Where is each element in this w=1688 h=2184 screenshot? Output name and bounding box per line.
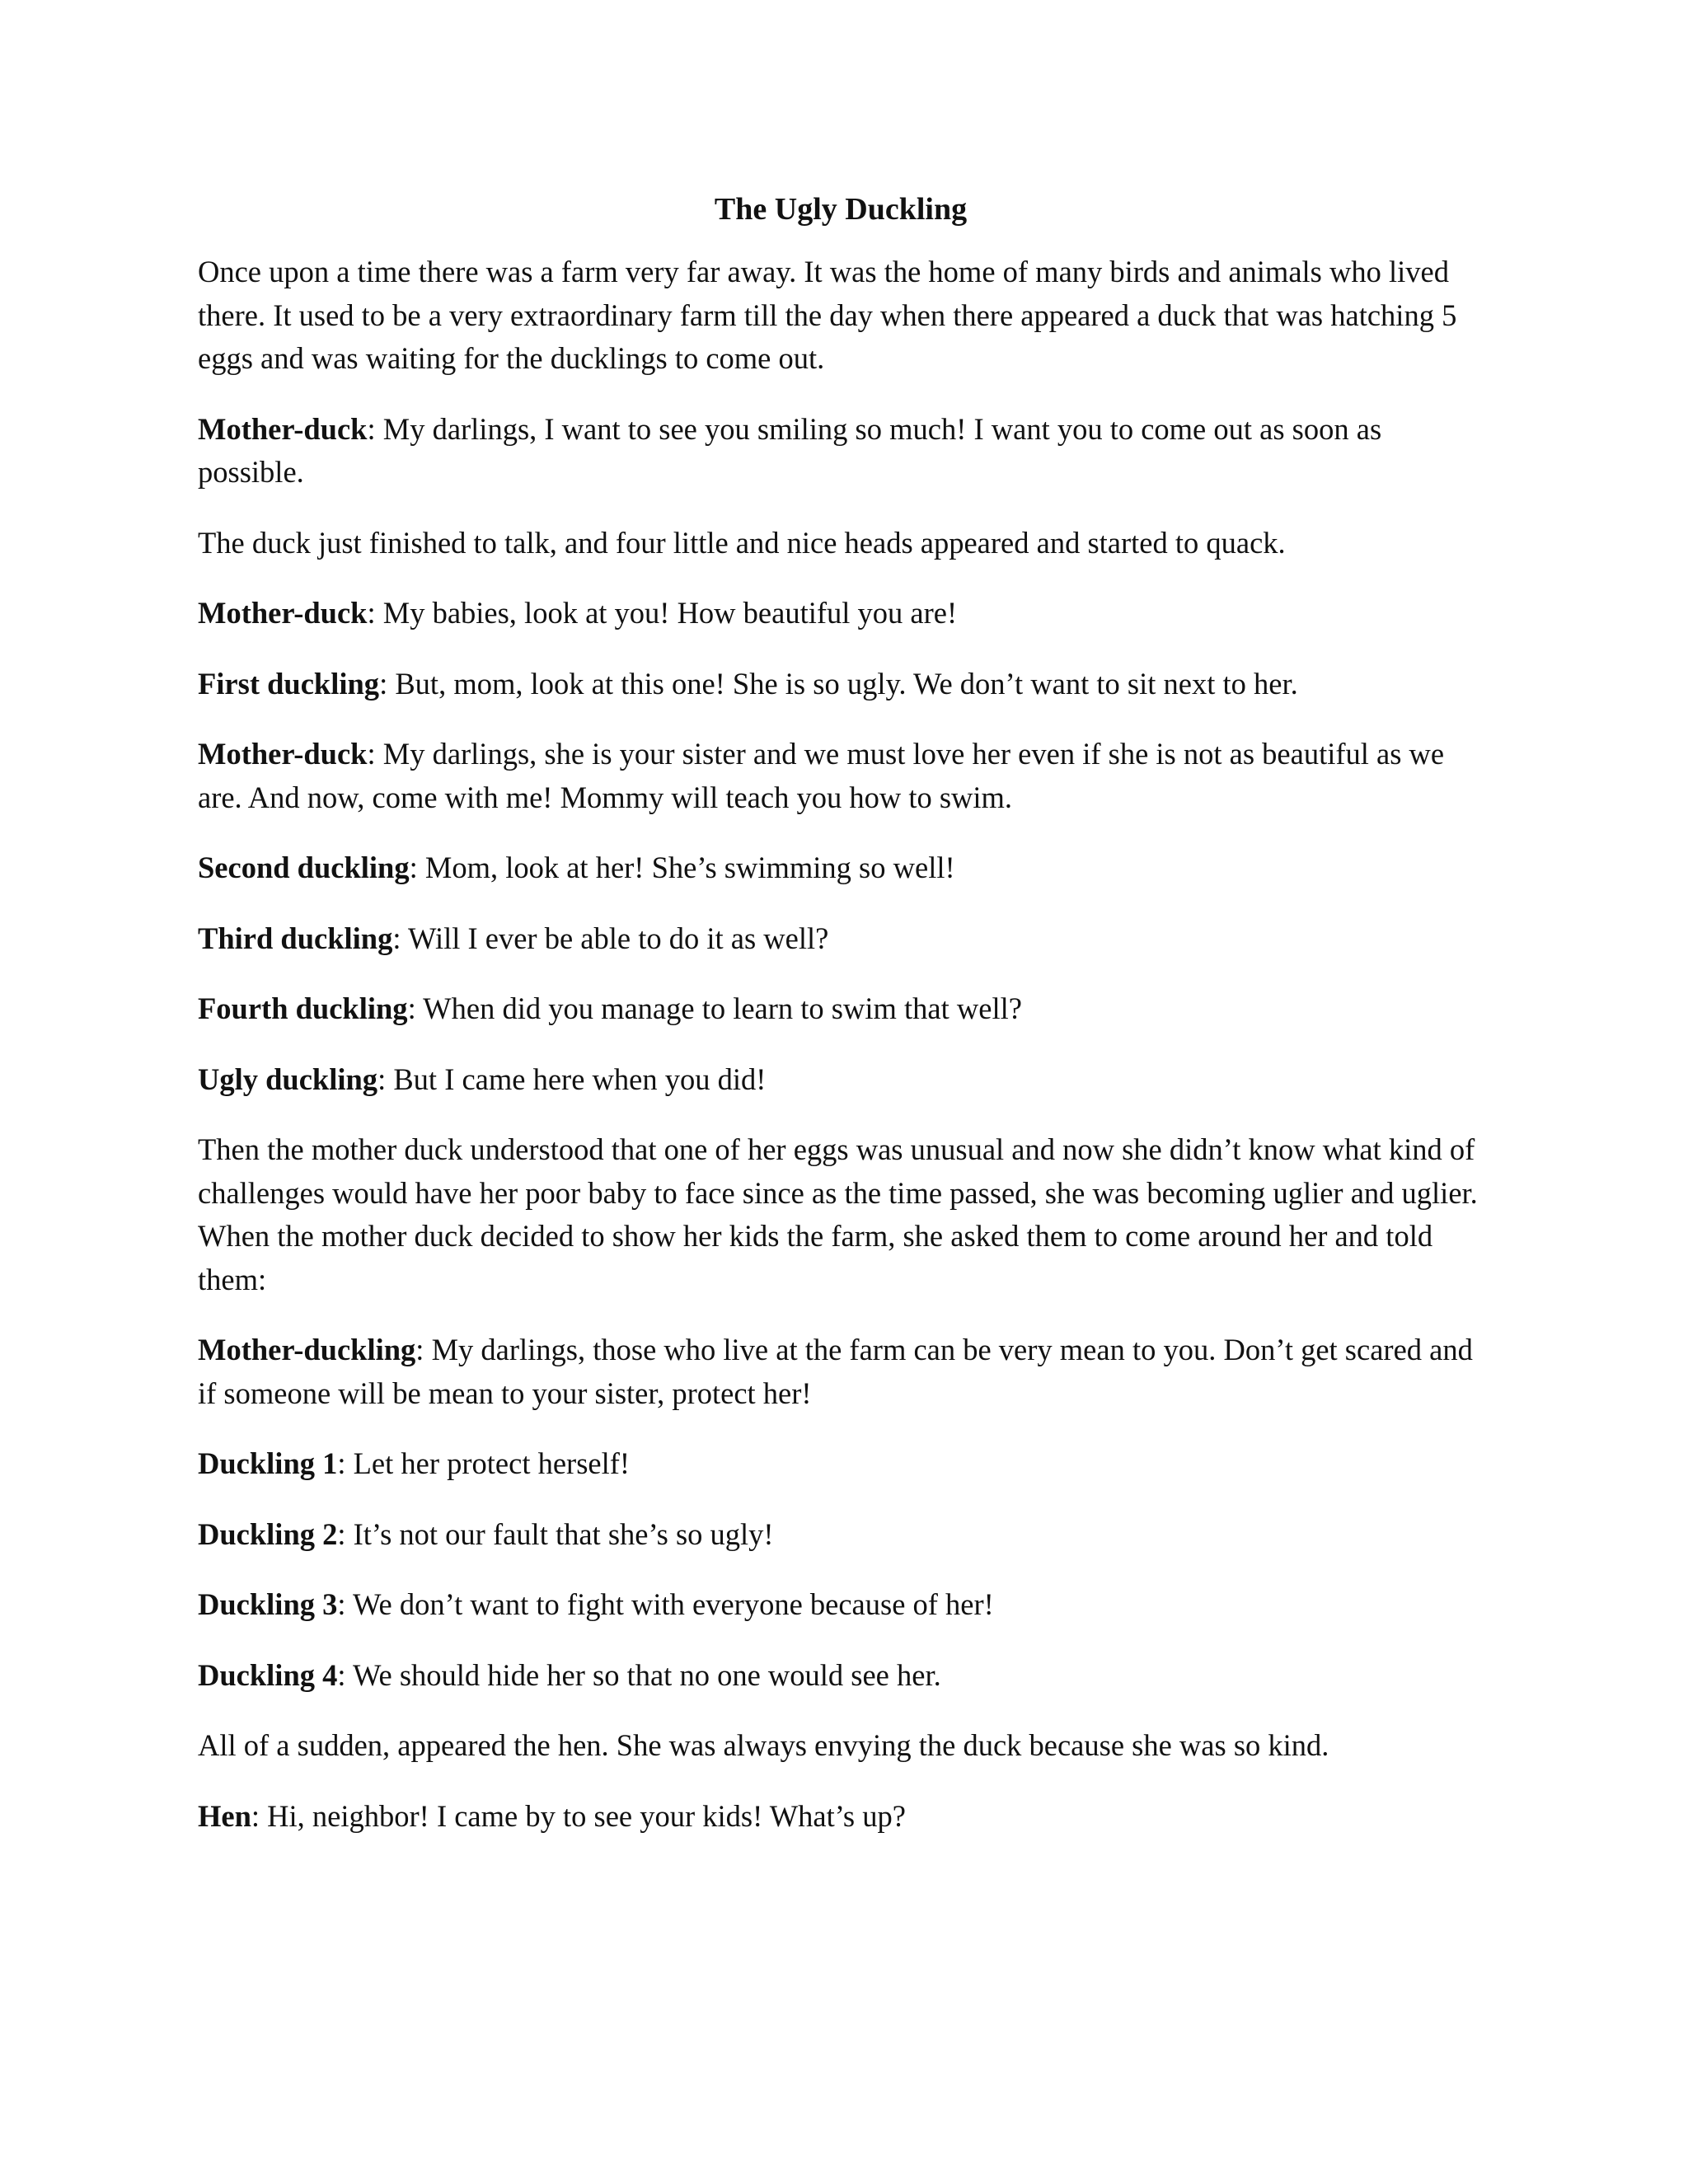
dialogue-text: : Let her protect herself!: [337, 1446, 631, 1480]
document-title: The Ugly Duckling: [714, 192, 968, 227]
speaker-name: First duckling: [198, 666, 380, 701]
dialogue-line: [198, 663, 1484, 706]
dialogue-text: : My darlings, those who live at the farm can be very mean to you. Don’t get scared and if someone will be mean to your sister, protect her!: [198, 1333, 1473, 1410]
speaker-name: Duckling 3: [198, 1587, 338, 1621]
dialogue-text: : We don’t want to fight with everyone because of her!: [337, 1587, 994, 1621]
dialogue-text: : My babies, look at you! How beautiful you are!: [367, 596, 958, 630]
dialogue-text: : Hi, neighbor! I came by to see your kids! What’s up?: [251, 1798, 906, 1833]
speaker-name: Duckling 4: [198, 1657, 338, 1692]
paragraph-text: Once upon a time there was a farm very far away. It was the home of many birds and animals who lived there. It used to be a very extraordinary farm till the day when there appeared a duck that was hatching 5 eggs and was waiting for the ducklings to come out.: [198, 255, 1457, 375]
dialogue-text: : My darlings, I want to see you smiling so much! I want you to come out as soon as possible.: [198, 411, 1382, 489]
narration-paragraph: [198, 1724, 1484, 1768]
dialogue-line: [198, 846, 1484, 890]
speaker-name: Fourth duckling: [198, 991, 408, 1025]
paragraph-text: Then the mother duck understood that one of her eggs was unusual and now she didn’t know what kind of challenges would have her poor baby to face since as the time passed, she was becoming uglier and uglier. When the mother duck decided to show her kids the farm, she asked them to come around her and told them:: [198, 1132, 1478, 1296]
speaker-name: Mother-duck: [198, 411, 368, 446]
speaker-name: Mother-duck: [198, 737, 368, 771]
narration-paragraph: [198, 522, 1484, 565]
speaker-name: Third duckling: [198, 921, 393, 955]
speaker-name: Ugly duckling: [198, 1062, 378, 1096]
dialogue-line: [198, 1058, 1484, 1102]
narration-paragraph: [198, 251, 1484, 381]
speaker-name: Duckling 2: [198, 1516, 338, 1551]
speaker-name: Second duckling: [198, 851, 410, 884]
dialogue-text: : Will I ever be able to do it as well?: [392, 921, 829, 955]
dialogue-line: [198, 408, 1484, 494]
dialogue-line: [198, 1654, 1484, 1698]
speaker-name: Mother-duck: [198, 596, 368, 630]
dialogue-text: : It’s not our fault that she’s so ugly!: [337, 1516, 774, 1551]
dialogue-text: : But I came here when you did!: [377, 1062, 767, 1096]
speaker-name: Mother-duckling: [198, 1333, 416, 1366]
dialogue-line: [198, 1583, 1484, 1627]
dialogue-line: [198, 1442, 1484, 1486]
dialogue-line: [198, 1795, 1484, 1839]
dialogue-line: [198, 592, 1484, 635]
dialogue-text: : When did you manage to learn to swim that well?: [407, 991, 1022, 1025]
dialogue-text: : We should hide her so that no one would see her.: [337, 1657, 941, 1692]
dialogue-text: : My darlings, she is your sister and we must love her even if she is not as beautiful as we are. And now, come with me! Mommy will teach you how to swim.: [198, 737, 1445, 814]
dialogue-line: [198, 987, 1484, 1031]
dialogue-text: : Mom, look at her! She’s swimming so well!: [409, 851, 955, 884]
paragraph-text: All of a sudden, appeared the hen. She was always envying the duck because she was so kind.: [198, 1728, 1329, 1762]
speaker-name: Duckling 1: [198, 1446, 338, 1480]
paragraph-text: The duck just finished to talk, and four little and nice heads appeared and started to quack.: [198, 525, 1286, 560]
narration-paragraph: [198, 1128, 1484, 1301]
dialogue-line: [198, 917, 1484, 961]
dialogue-line: [198, 1329, 1484, 1415]
dialogue-line: [198, 733, 1484, 819]
document-body: [198, 188, 1484, 1865]
speaker-name: Hen: [198, 1798, 251, 1833]
dialogue-text: : But, mom, look at this one! She is so ugly. We don’t want to sit next to her.: [379, 666, 1298, 701]
dialogue-line: [198, 1513, 1484, 1557]
